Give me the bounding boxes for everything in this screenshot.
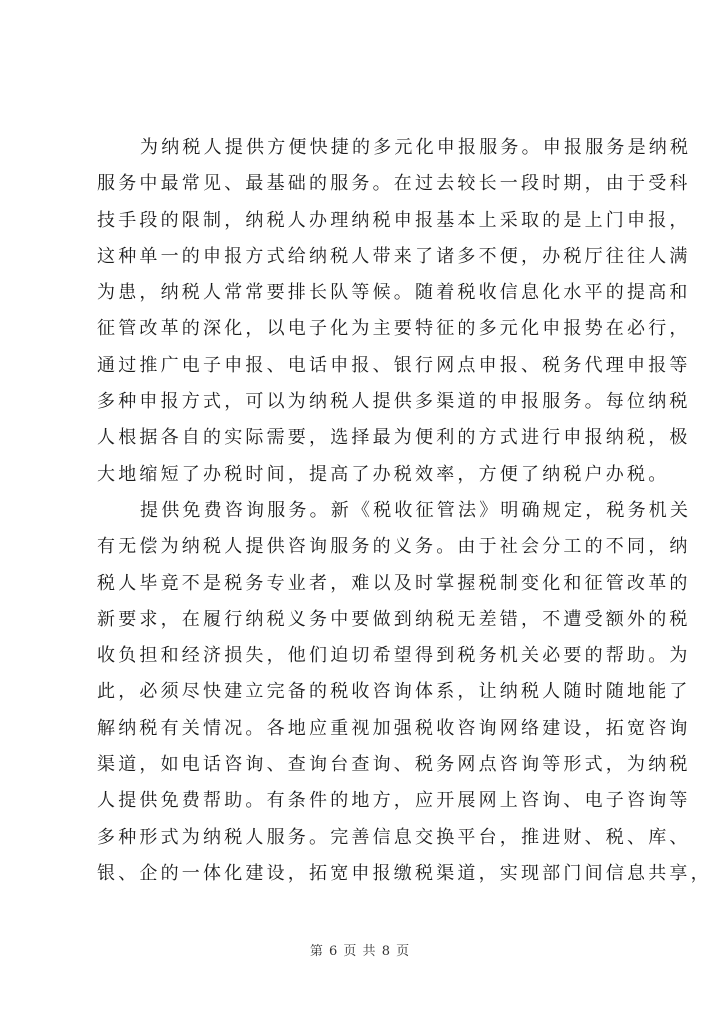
text-line: 服务中最常见、最基础的服务。在过去较长一段时期，由于受科: [97, 173, 691, 195]
text-line: 技手段的限制，纳税人办理纳税申报基本上采取的是上门申报，: [97, 209, 691, 231]
text-line: 这种单一的申报方式给纳税人带来了诸多不便，办税厅往往人满: [97, 245, 691, 267]
text-line: 此，必须尽快建立完备的税收咨询体系，让纳税人随时随地能了: [97, 681, 691, 703]
text-line: 税人毕竟不是税务专业者，难以及时掌握税制变化和征管改革的: [97, 572, 691, 594]
text-line: 大地缩短了办税时间，提高了办税效率，方便了纳税户办税。: [97, 463, 670, 485]
text-line: 多种形式为纳税人服务。完善信息交换平台，推进财、税、库、: [97, 826, 691, 848]
text-line: 解纳税有关情况。各地应重视加强税收咨询网络建设，拓宽咨询: [97, 717, 691, 739]
paragraph-consulting-service: [97, 493, 712, 892]
text-line: 有无偿为纳税人提供咨询服务的义务。由于社会分工的不同，纳: [97, 536, 691, 558]
text-line: 通过推广电子申报、电话申报、银行网点申报、税务代理申报等: [97, 354, 691, 376]
paragraph-declaration-service: [97, 130, 692, 493]
document-body: [97, 130, 712, 892]
text-line: 为纳税人提供方便快捷的多元化申报服务。申报服务是纳税: [140, 137, 692, 158]
text-line: 为患，纳税人常常要排长队等候。随着税收信息化水平的提高和: [97, 282, 691, 304]
page-number-footer: 第 6 页 共 8 页: [309, 944, 411, 959]
text-line: 收负担和经济损失，他们迫切希望得到税务机关必要的帮助。为: [97, 645, 691, 667]
text-line: 多种申报方式，可以为纳税人提供多渠道的申报服务。每位纳税: [97, 391, 691, 413]
text-line: 渠道，如电话咨询、查询台查询、税务网点咨询等形式，为纳税: [97, 754, 691, 776]
text-line: 人根据各自的实际需要，选择最为便利的方式进行申报纳税，极: [97, 427, 691, 449]
text-line: 征管改革的深化，以电子化为主要特征的多元化申报势在必行，: [97, 318, 691, 340]
text-line: 银、企的一体化建设，拓宽申报缴税渠道，实现部门间信息共享，: [97, 862, 712, 884]
text-line: 人提供免费帮助。有条件的地方，应开展网上咨询、电子咨询等: [97, 790, 691, 812]
text-line: 新要求，在履行纳税义务中要做到纳税无差错，不遭受额外的税: [97, 608, 691, 630]
text-line: 提供免费咨询服务。新《税收征管法》明确规定，税务机关: [140, 499, 692, 521]
